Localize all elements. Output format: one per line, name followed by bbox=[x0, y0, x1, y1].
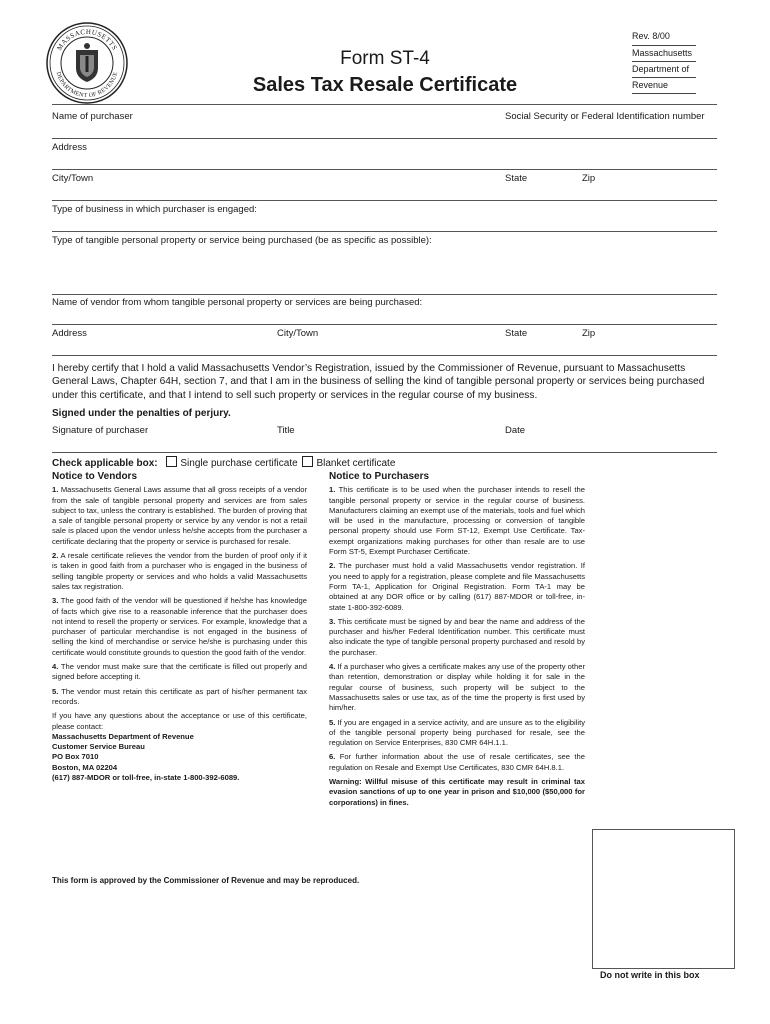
contact-line: Massachusetts Department of Revenue bbox=[52, 731, 194, 741]
notice-item: 4. If a purchaser who gives a certificate makes any use of the property other than retention, demonstration or display while holding it for sale in the regular course of business, such property will be subject to the Massachusetts sales or use tax, as of the time the property is first used by him/her. bbox=[329, 662, 585, 713]
notice-item: 6. For further information about the use of resale certificates, see the regulation on Resale and Exempt Use Certificates, 830 CMR 64H.8.1. bbox=[329, 752, 585, 772]
office-use-box bbox=[592, 829, 735, 969]
contact-line: (617) 887-MDOR or toll-free, in-state 1-800-392-6089. bbox=[52, 773, 240, 783]
vendors-notice-heading: Notice to Vendors bbox=[52, 471, 138, 482]
seal-text-top: MASSACHUSETTS bbox=[55, 27, 119, 52]
vendor-city-field[interactable]: City/Town bbox=[277, 328, 319, 339]
purchaser-state-field[interactable]: State bbox=[505, 173, 528, 184]
form-title-block bbox=[200, 48, 570, 98]
perjury-statement: Signed under the penalties of perjury. bbox=[52, 408, 231, 419]
notice-item: 3. This certificate must be signed by and bear the name and address of the purchaser and his/her Federal Identification number. This certificate must also indicate the type of tangible personal property purchased and resold by the purchaser. bbox=[329, 616, 585, 657]
blanket-checkbox[interactable] bbox=[302, 456, 313, 467]
contact-line: Customer Service Bureau bbox=[52, 742, 145, 752]
vendor-zip-field[interactable]: Zip bbox=[582, 328, 596, 339]
department-line: Department of bbox=[632, 61, 696, 77]
notice-item: 1. This certificate is to be used when the purchaser intends to resell the tangible personal property or service in the regular course of business. Manufacturers claiming an exempt use of the materials, tools and fuel which will be used in the manufacture, processing or conversion of tangible personal property should use Form ST-12, Exempt Use Certificate. Tax-exempt organizations making purchases for other than resale are to use Form ST-5, Exempt Purchaser Certificate. bbox=[329, 485, 585, 557]
field-line bbox=[52, 452, 717, 453]
revision-date: Rev. 8/00 bbox=[632, 31, 670, 41]
department-line: Massachusetts bbox=[632, 45, 696, 61]
office-use-label: Do not write in this box bbox=[600, 970, 700, 980]
field-line bbox=[52, 355, 717, 356]
misuse-warning: Warning: Willful misuse of this certificate may result in criminal tax evasion sanctions of up to one year in prison and $10,000 ($50,000 for corporations) in fines. bbox=[329, 777, 585, 807]
date-field[interactable]: Date bbox=[505, 425, 526, 436]
title-field[interactable]: Title bbox=[277, 425, 295, 436]
field-line bbox=[52, 138, 717, 139]
purchaser-city-field[interactable]: City/Town bbox=[52, 173, 94, 184]
massachusetts-dor-seal bbox=[46, 22, 128, 104]
vendor-state-field[interactable]: State bbox=[505, 328, 528, 339]
notice-item: 4. The vendor must make sure that the certificate is filled out properly and signed before accepting it. bbox=[52, 662, 307, 682]
certificate-type-row bbox=[52, 456, 395, 469]
notice-to-purchasers bbox=[329, 472, 585, 812]
single-purchase-label: Single purchase certificate bbox=[180, 458, 298, 469]
purchaser-zip-field[interactable]: Zip bbox=[582, 173, 596, 184]
field-line bbox=[52, 324, 717, 325]
notice-item: 2. A resale certificate relieves the vendor from the burden of proof only if it is taken in good faith from a purchaser who is engaged in the business of selling tangible property or services and who holds a valid Massachusetts sales tax registration. bbox=[52, 551, 307, 591]
form-title: Sales Tax Resale Certificate bbox=[252, 74, 518, 96]
department-name bbox=[632, 45, 696, 94]
header-divider bbox=[52, 104, 717, 105]
notice-item: 2. The purchaser must hold a valid Massachusetts vendor registration. If you need to apply for a registration, please complete and file Massachusetts Form TA-1, Application for Original Registration. Form TA-1 may be obtained at any DOR office or by calling (617) 887-MDOR or toll-free, in-state 1-800-392-6089. bbox=[329, 561, 585, 612]
notice-item: 5. The vendor must retain this certificate as part of his/her permanent tax records. bbox=[52, 686, 307, 706]
notice-item: 3. The good faith of the vendor will be questioned if he/she has knowledge of facts which give rise to a reasonable inference that the purchaser does not intend to resell the property or services. For example, knowledge that a purchaser of particular merchandise is not engaged in the business of selling the kind of merchandise or service he/she is purchasing under this certificate would constitute grounds to question the good faith of the vendor. bbox=[52, 596, 307, 657]
certification-statement: I hereby certify that I hold a valid Massachusetts Vendor’s Registration, issued by the Commissioner of Revenue, pursuant to Massachusetts General Laws, Chapter 64H, section 7, and that I am in the business of selling the kind of tangible personal property or services being purchased under this certificate, and that I intend to sell such property or services in the regular course of my business. bbox=[52, 363, 705, 401]
notice-item: 5. If you are engaged in a service activity, and are unsure as to the eligibility of the tangible personal property being purchased for resale, see the regulation on Service Enterprises, 830 CMR 64H.1.1. bbox=[329, 717, 585, 748]
purchaser-name-field[interactable]: Name of purchaser bbox=[52, 111, 133, 122]
approval-note: This form is approved by the Commissioner of Revenue and may be reproduced. bbox=[52, 876, 360, 885]
single-purchase-checkbox[interactable] bbox=[166, 456, 177, 467]
seal-text-bottom: DEPARTMENT OF REVENUE bbox=[54, 71, 120, 100]
check-applicable-label: Check applicable box: bbox=[52, 458, 158, 469]
business-type-field[interactable]: Type of business in which purchaser is engaged: bbox=[52, 204, 257, 215]
department-line: Revenue bbox=[632, 77, 696, 94]
purchaser-id-field[interactable]: Social Security or Federal Identification number bbox=[505, 111, 705, 122]
field-line bbox=[52, 169, 717, 170]
property-type-field[interactable]: Type of tangible personal property or service being purchased (be as specific as possible): bbox=[52, 235, 432, 246]
notice-item: 1. Massachusetts General Laws assume that all gross receipts of a vendor from the sale of tangible personal property and services are from sales subject to tax, unless the contrary is established. The burden of proving that a sale of tangible personal property or service by any vendor is not a retail sale is placed upon the vendor unless he/she accepts from the purchaser a certificate declaring that the property or service is purchased for resale. bbox=[52, 485, 307, 546]
vendor-address-field[interactable]: Address bbox=[52, 328, 87, 339]
form-number: Form ST-4 bbox=[340, 48, 430, 69]
field-line bbox=[52, 200, 717, 201]
purchasers-notice-heading: Notice to Purchasers bbox=[329, 471, 430, 482]
field-line bbox=[52, 231, 717, 232]
vendor-name-field[interactable]: Name of vendor from whom tangible personal property or services are being purchased: bbox=[52, 297, 423, 308]
purchaser-address-field[interactable]: Address bbox=[52, 142, 87, 153]
signature-field[interactable]: Signature of purchaser bbox=[52, 425, 149, 436]
contact-intro: If you have any questions about the acceptance or use of this certificate, please contact: bbox=[52, 711, 307, 731]
field-line bbox=[52, 294, 717, 295]
contact-line: Boston, MA 02204 bbox=[52, 762, 118, 772]
blanket-label: Blanket certificate bbox=[316, 458, 396, 469]
contact-line: PO Box 7010 bbox=[52, 752, 99, 762]
notice-to-vendors bbox=[52, 472, 307, 783]
